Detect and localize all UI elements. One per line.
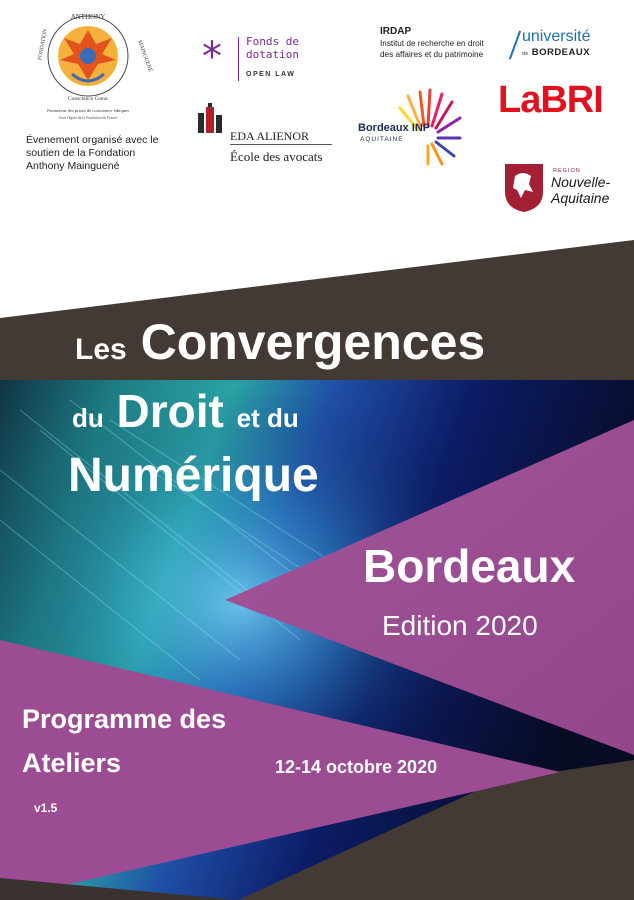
emblem-caption-2: Sous l'égide de la Fondation de France	[58, 116, 118, 120]
programme-line-2: Ateliers	[22, 748, 122, 778]
universite-bordeaux-logo	[508, 28, 620, 64]
edition-label: Edition 2020	[382, 610, 538, 641]
eda-alienor-logo	[190, 103, 335, 173]
eda-subtitle: École des avocats	[230, 149, 323, 164]
title-convergences: Convergences	[140, 314, 486, 370]
building-icon	[196, 103, 224, 133]
region-label-small: RÉGION	[553, 168, 581, 174]
region-nouvelle-aquitaine-logo	[503, 162, 623, 218]
emblem-ring-bottom: Conscience Coeur	[67, 96, 109, 102]
title-du: du	[72, 403, 104, 433]
title-numerique: Numérique	[68, 449, 319, 502]
emblem-ring-right: MAINGUENÉ	[136, 39, 154, 73]
irdap-line-3: des affaires et du patrimoine	[380, 50, 484, 59]
programme-line-1: Programme des	[22, 704, 227, 734]
lion-shield-icon	[503, 162, 545, 214]
eda-rule	[230, 144, 332, 145]
inp-line-1: Bordeaux INP	[358, 122, 431, 134]
bordeaux-inp-logo	[358, 86, 462, 166]
irdap-line-2: Institut de recherche en droit	[380, 39, 484, 48]
fondation-text-line-3: Anthony Mainguené	[26, 160, 120, 172]
title-droit: Droit	[116, 385, 224, 437]
irdap-logo	[380, 26, 504, 60]
region-line-1: Nouvelle-	[551, 174, 611, 190]
emblem-ring-top: ANTHONY	[70, 13, 106, 21]
title-line-2	[72, 386, 299, 443]
labri-logo: LaBRI	[498, 79, 603, 121]
emblem-ring-left: FONDATION	[37, 28, 49, 61]
fonds-divider	[238, 37, 239, 81]
city-heading: Bordeaux	[363, 540, 576, 592]
eda-name: EDA ALIENOR	[230, 129, 309, 143]
fonds-line-2: dotation	[246, 48, 299, 61]
ubx-slash-icon	[509, 31, 521, 60]
title-line-1	[75, 314, 485, 378]
phoenix-emblem-icon	[26, 8, 154, 124]
fonds-title	[246, 35, 326, 61]
region-line-2: Aquitaine	[551, 190, 610, 206]
irdap-acronym: IRDAP	[380, 26, 412, 37]
fondation-text-line-2: soutien de la Fondation	[26, 147, 136, 159]
fonds-de-dotation-logo	[202, 35, 322, 85]
title-et-du: et du	[236, 403, 299, 433]
event-dates: 12-14 octobre 2020	[275, 757, 438, 777]
title-les: Les	[75, 333, 127, 366]
ubx-line-1: université	[522, 28, 591, 45]
fonds-line-1: Fonds de	[246, 35, 299, 48]
fondation-text-line-1: Évenement organisé avec le	[26, 134, 159, 146]
ubx-city: BORDEAUX	[531, 47, 591, 58]
fondation-emblem-logo	[26, 8, 154, 124]
fondation-support-text	[26, 134, 176, 173]
asterisk-icon: *	[202, 34, 222, 80]
emblem-caption-1: Promoteur des prises de conscience éthiques	[47, 108, 129, 113]
ubx-connector: de	[522, 51, 529, 57]
inp-line-2: AQUITAINE	[360, 136, 404, 143]
document-version: v1.5	[34, 801, 58, 815]
fonds-line-3: OPEN LAW	[246, 71, 296, 78]
ubx-line-2	[522, 47, 590, 58]
